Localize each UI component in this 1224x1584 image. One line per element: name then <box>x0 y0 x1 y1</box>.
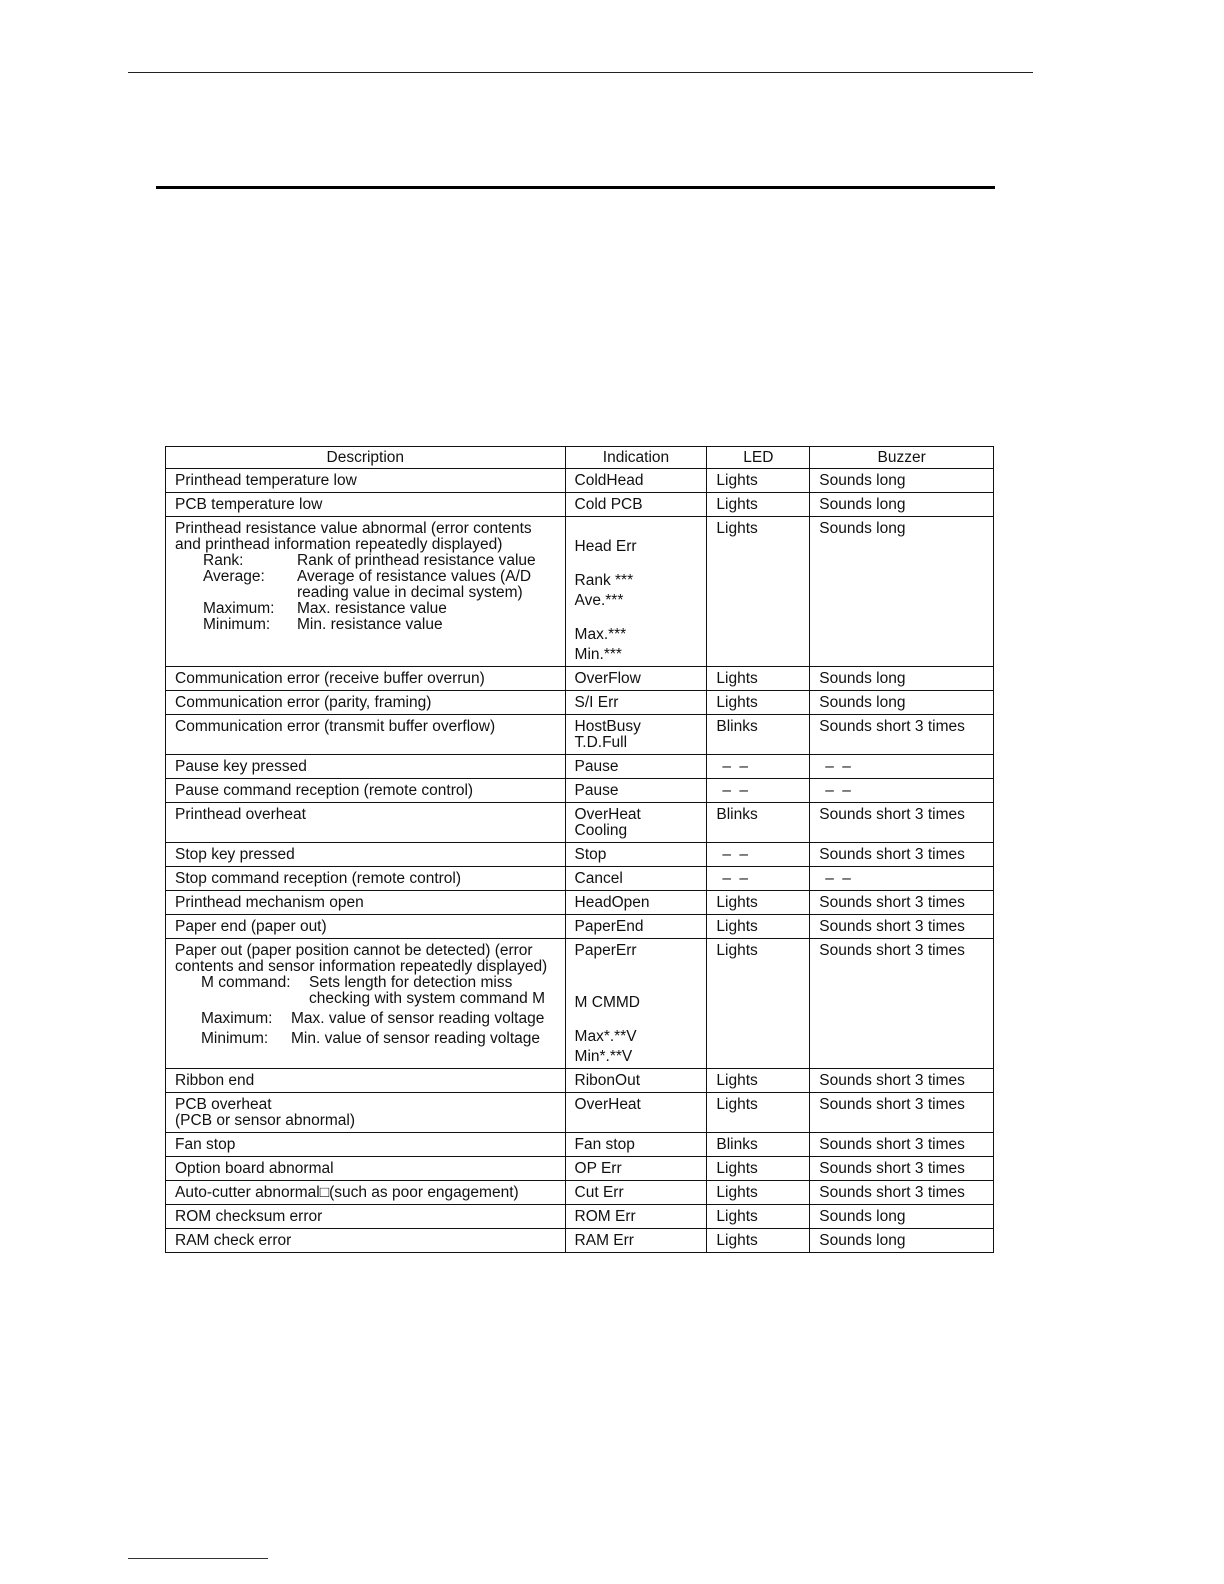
header-led: LED <box>707 447 810 469</box>
row-buzzer: Sounds short 3 times <box>810 891 994 915</box>
row-buzzer: Sounds short 3 times <box>810 915 994 939</box>
header-buzzer: Buzzer <box>810 447 994 469</box>
row-led: Lights <box>707 1093 810 1133</box>
table-row <box>166 517 994 667</box>
row-description: Printhead temperature low <box>166 469 566 493</box>
row-description <box>166 939 566 1069</box>
row-led: Lights <box>707 1069 810 1093</box>
led-dash: – – <box>722 782 750 799</box>
table-row <box>166 755 994 779</box>
row-description: Paper end (paper out) <box>166 915 566 939</box>
row-description: Fan stop <box>166 1133 566 1157</box>
row-led: Lights <box>707 939 810 1069</box>
indication-line: T.D.Full <box>574 734 628 751</box>
detail-value: Rank of printhead resistance value <box>297 552 536 569</box>
table-row <box>166 891 994 915</box>
detail-value: Min. value of sensor reading voltage <box>291 1030 541 1047</box>
header-description: Description <box>166 447 566 469</box>
detail-maximum <box>175 601 556 617</box>
table-row <box>166 469 994 493</box>
indication-line: Min.*** <box>574 646 622 663</box>
row-description: Printhead overheat <box>166 803 566 843</box>
row-led: Lights <box>707 517 810 667</box>
detail-m-command <box>175 975 556 1007</box>
row-indication: Pause <box>565 755 707 779</box>
row-buzzer: Sounds short 3 times <box>810 939 994 1069</box>
indication-line: Max*.**V <box>574 1028 637 1045</box>
row-description: Communication error (receive buffer overrun) <box>166 667 566 691</box>
row-indication: Stop <box>565 843 707 867</box>
table-row <box>166 779 994 803</box>
row-led: Lights <box>707 691 810 715</box>
row-buzzer <box>810 867 994 891</box>
table-row <box>166 1069 994 1093</box>
indication-line: Cooling <box>574 822 628 839</box>
detail-minimum <box>175 1031 556 1047</box>
detail-key: Minimum: <box>201 1030 269 1047</box>
row-description <box>166 517 566 667</box>
row-led: Lights <box>707 667 810 691</box>
row-description-text: Printhead resistance value abnormal (error contents and printhead information repeatedly displayed) <box>175 520 532 553</box>
row-buzzer: Sounds short 3 times <box>810 1157 994 1181</box>
row-indication: Cancel <box>565 867 707 891</box>
row-led: Blinks <box>707 1133 810 1157</box>
row-indication: Cold PCB <box>565 493 707 517</box>
row-buzzer: Sounds short 3 times <box>810 843 994 867</box>
detail-maximum <box>175 1011 556 1027</box>
detail-key: Maximum: <box>201 1010 273 1027</box>
row-led: Lights <box>707 493 810 517</box>
row-buzzer: Sounds long <box>810 667 994 691</box>
table-row <box>166 1205 994 1229</box>
row-led: Lights <box>707 1205 810 1229</box>
table-row <box>166 1133 994 1157</box>
table-row <box>166 803 994 843</box>
table-header-row <box>166 447 994 469</box>
detail-key: Rank: <box>203 552 244 569</box>
table-row <box>166 667 994 691</box>
row-buzzer: Sounds short 3 times <box>810 1181 994 1205</box>
row-description: Auto-cutter abnormal□(such as poor engagement) <box>166 1181 566 1205</box>
row-led: Lights <box>707 1181 810 1205</box>
row-description: Option board abnormal <box>166 1157 566 1181</box>
row-description: RAM check error <box>166 1229 566 1253</box>
row-led: Lights <box>707 469 810 493</box>
led-dash: – – <box>722 870 750 887</box>
row-indication: OP Err <box>565 1157 707 1181</box>
indication-line: PaperErr <box>574 942 637 959</box>
buzzer-dash: – – <box>825 870 853 887</box>
table-row <box>166 1157 994 1181</box>
buzzer-dash: – – <box>825 758 853 775</box>
table-row <box>166 915 994 939</box>
table-row <box>166 939 994 1069</box>
led-dash: – – <box>722 846 750 863</box>
table-row <box>166 1093 994 1133</box>
detail-rank <box>175 553 556 569</box>
row-buzzer: Sounds short 3 times <box>810 1069 994 1093</box>
table-row <box>166 1229 994 1253</box>
header-rule <box>128 72 1033 73</box>
section-rule <box>156 186 995 189</box>
row-indication: Fan stop <box>565 1133 707 1157</box>
indication-line: Min*.**V <box>574 1048 633 1065</box>
row-indication <box>565 715 707 755</box>
row-indication: RibonOut <box>565 1069 707 1093</box>
indication-line: HostBusy <box>574 718 641 735</box>
row-led <box>707 867 810 891</box>
header-indication: Indication <box>565 447 707 469</box>
row-buzzer: Sounds short 3 times <box>810 715 994 755</box>
indication-line: Ave.*** <box>574 592 624 609</box>
indication-line: Max.*** <box>574 626 627 643</box>
row-led: Lights <box>707 891 810 915</box>
detail-value: Sets length for detection miss checking with system command M <box>309 974 546 1007</box>
detail-value: Max. value of sensor reading voltage <box>291 1010 545 1027</box>
row-buzzer: Sounds long <box>810 1205 994 1229</box>
row-description: Ribbon end <box>166 1069 566 1093</box>
row-description: ROM checksum error <box>166 1205 566 1229</box>
row-description <box>166 1093 566 1133</box>
row-buzzer: Sounds long <box>810 1229 994 1253</box>
table-row <box>166 691 994 715</box>
row-indication: RAM Err <box>565 1229 707 1253</box>
description-line: (PCB or sensor abnormal) <box>175 1112 356 1129</box>
table-row <box>166 867 994 891</box>
detail-minimum <box>175 617 556 633</box>
row-description: Pause command reception (remote control) <box>166 779 566 803</box>
detail-key: Average: <box>203 568 265 585</box>
row-indication: OverFlow <box>565 667 707 691</box>
row-led <box>707 779 810 803</box>
row-buzzer: Sounds long <box>810 469 994 493</box>
row-description: Printhead mechanism open <box>166 891 566 915</box>
row-buzzer <box>810 779 994 803</box>
detail-key: M command: <box>201 974 291 991</box>
led-dash: – – <box>722 758 750 775</box>
footer-rule <box>128 1558 268 1559</box>
row-buzzer: Sounds short 3 times <box>810 803 994 843</box>
table-row <box>166 843 994 867</box>
row-led: Blinks <box>707 715 810 755</box>
detail-value: Max. resistance value <box>297 600 447 617</box>
row-led: Lights <box>707 1229 810 1253</box>
indication-line: Rank *** <box>574 572 634 589</box>
row-buzzer: Sounds long <box>810 493 994 517</box>
row-description: Stop command reception (remote control) <box>166 867 566 891</box>
row-indication: S/I Err <box>565 691 707 715</box>
error-table <box>165 446 994 1253</box>
indication-line: M CMMD <box>574 994 640 1011</box>
detail-average <box>175 569 556 601</box>
row-buzzer: Sounds short 3 times <box>810 1133 994 1157</box>
row-indication: OverHeat <box>565 1093 707 1133</box>
row-led: Lights <box>707 915 810 939</box>
row-led: Blinks <box>707 803 810 843</box>
table-row <box>166 715 994 755</box>
row-indication <box>565 939 707 1069</box>
row-led: Lights <box>707 1157 810 1181</box>
row-buzzer <box>810 755 994 779</box>
row-description: PCB temperature low <box>166 493 566 517</box>
row-indication: Pause <box>565 779 707 803</box>
row-indication: ROM Err <box>565 1205 707 1229</box>
row-indication: Cut Err <box>565 1181 707 1205</box>
table-row <box>166 493 994 517</box>
row-description: Communication error (transmit buffer overflow) <box>166 715 566 755</box>
indication-line: Head Err <box>574 538 637 555</box>
row-description: Stop key pressed <box>166 843 566 867</box>
row-led <box>707 755 810 779</box>
row-buzzer: Sounds long <box>810 517 994 667</box>
row-indication: HeadOpen <box>565 891 707 915</box>
row-indication: ColdHead <box>565 469 707 493</box>
row-description: Communication error (parity, framing) <box>166 691 566 715</box>
row-buzzer: Sounds short 3 times <box>810 1093 994 1133</box>
row-description: Pause key pressed <box>166 755 566 779</box>
detail-key: Maximum: <box>203 600 275 617</box>
row-buzzer: Sounds long <box>810 691 994 715</box>
row-indication <box>565 517 707 667</box>
buzzer-dash: – – <box>825 782 853 799</box>
detail-value: Min. resistance value <box>297 616 443 633</box>
row-led <box>707 843 810 867</box>
row-description-text: Paper out (paper position cannot be detected) (error contents and sensor information repeatedly displayed) <box>175 942 548 975</box>
detail-value: Average of resistance values (A/D reading value in decimal system) <box>297 568 532 601</box>
row-indication: PaperEnd <box>565 915 707 939</box>
table-row <box>166 1181 994 1205</box>
description-line: PCB overheat <box>175 1096 272 1113</box>
detail-key: Minimum: <box>203 616 271 633</box>
indication-line: OverHeat <box>574 806 641 823</box>
row-indication <box>565 803 707 843</box>
